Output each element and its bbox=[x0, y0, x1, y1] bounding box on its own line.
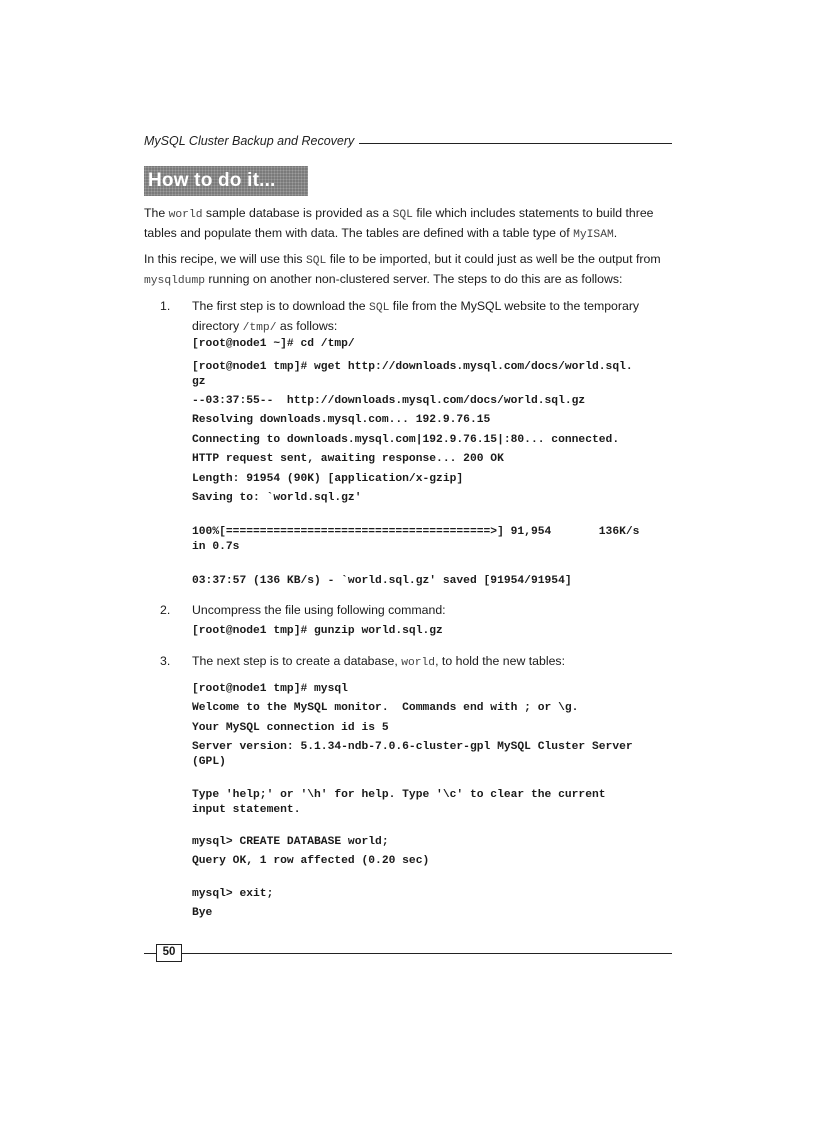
code-line: [root@node1 tmp]# gunzip world.sql.gz bbox=[192, 625, 443, 637]
page-number: 50 bbox=[156, 944, 182, 962]
step-number: 2. bbox=[160, 603, 171, 617]
code-line: Resolving downloads.mysql.com... 192.9.76.15 bbox=[192, 414, 491, 426]
chapter-title: MySQL Cluster Backup and Recovery bbox=[144, 134, 355, 148]
step-number: 1. bbox=[160, 299, 171, 313]
section-heading-banner bbox=[144, 166, 308, 196]
running-header bbox=[144, 134, 672, 148]
code-line: Query OK, 1 row affected (0.20 sec) bbox=[192, 855, 430, 867]
page-footer bbox=[144, 944, 672, 964]
code-line: Connecting to downloads.mysql.com|192.9.76.15|:80... connected. bbox=[192, 434, 620, 446]
header-rule bbox=[359, 143, 672, 144]
code-line: Saving to: `world.sql.gz' bbox=[192, 492, 362, 504]
inline-code: world bbox=[168, 209, 203, 221]
code-line: Welcome to the MySQL monitor. Commands end with ; or \g. bbox=[192, 702, 579, 714]
inline-code: /tmp/ bbox=[242, 322, 277, 334]
code-line: [root@node1 tmp]# mysql bbox=[192, 683, 348, 695]
code-line: [root@node1 tmp]# wget http://downloads.mysql.com/docs/world.sql. gz bbox=[192, 361, 633, 388]
code-line: mysql> CREATE DATABASE world; bbox=[192, 836, 389, 848]
step-2 bbox=[160, 601, 674, 619]
footer-rule-right bbox=[182, 953, 672, 954]
step-text: The next step is to create a database, world, to hold the new tables: bbox=[192, 654, 565, 669]
code-line: --03:37:55-- http://downloads.mysql.com/docs/world.sql.gz bbox=[192, 395, 586, 407]
code-line: Server version: 5.1.34-ndb-7.0.6-cluster-gpl MySQL Cluster Server (GPL) bbox=[192, 741, 633, 768]
inline-code: MyISAM bbox=[573, 229, 614, 241]
step-3 bbox=[160, 652, 674, 670]
inline-code: SQL bbox=[369, 302, 390, 314]
step-text: Uncompress the file using following command: bbox=[192, 603, 446, 617]
intro-paragraph-2: In this recipe, we will use this SQL file to be imported, but it could just as well be the output from mysqldump running on another non-clustered server. The steps to do this are as follows: bbox=[144, 252, 661, 287]
step-number: 3. bbox=[160, 654, 171, 668]
code-line: 03:37:57 (136 KB/s) - `world.sql.gz' saved [91954/91954] bbox=[192, 575, 572, 587]
inline-code: SQL bbox=[392, 209, 413, 221]
code-line: Length: 91954 (90K) [application/x-gzip] bbox=[192, 473, 464, 485]
code-line: Bye bbox=[192, 907, 213, 919]
code-line: HTTP request sent, awaiting response... 200 OK bbox=[192, 453, 504, 465]
step-text: The first step is to download the SQL file from the MySQL website to the temporary directory /tmp/ as follows: bbox=[192, 299, 640, 334]
code-line: Your MySQL connection id is 5 bbox=[192, 722, 389, 734]
step-1 bbox=[160, 297, 674, 334]
section-heading: How to do it... bbox=[148, 170, 276, 191]
inline-code: SQL bbox=[305, 255, 327, 267]
intro-paragraph-1: The world sample database is provided as a SQL file which includes statements to build three tables and populate them with data. The tables are defined with a table type of MyISAM. bbox=[144, 206, 654, 241]
inline-code: world bbox=[401, 657, 436, 669]
code-line: Type 'help;' or '\h' for help. Type '\c' to clear the current input statement. bbox=[192, 789, 606, 816]
footer-rule-left bbox=[144, 953, 156, 954]
code-line: [root@node1 ~]# cd /tmp/ bbox=[192, 338, 355, 350]
code-line: mysql> exit; bbox=[192, 888, 274, 900]
code-line: 100%[=======================================>] 91,954 136K/s in 0.7s bbox=[192, 526, 640, 553]
inline-code: mysqldump bbox=[144, 275, 206, 287]
